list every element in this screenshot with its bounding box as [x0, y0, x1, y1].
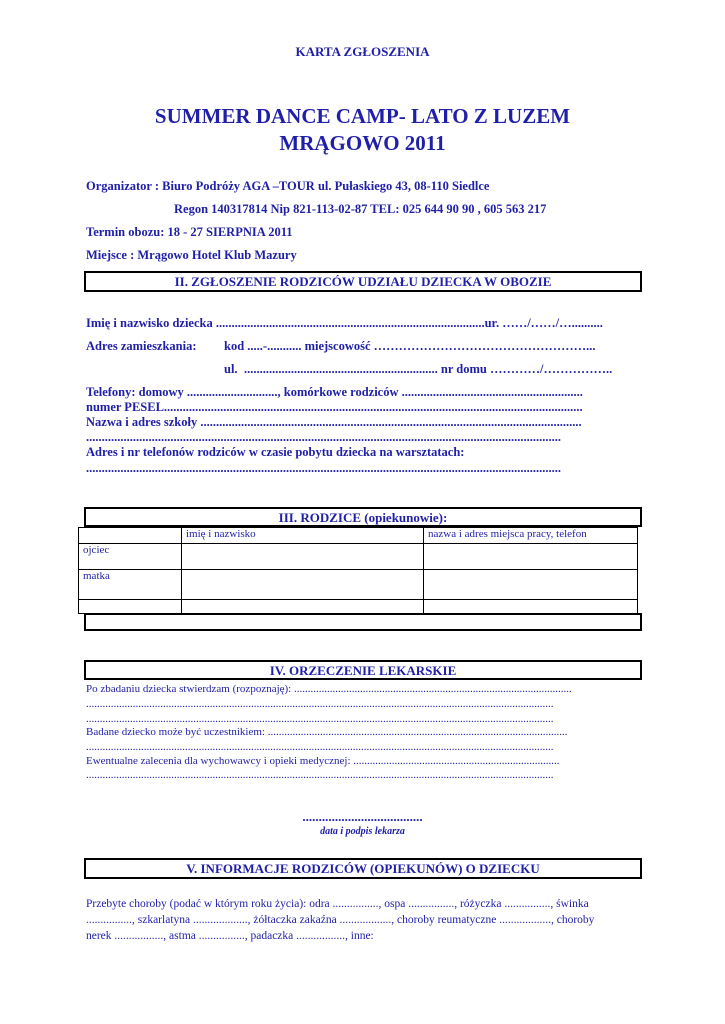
- row-mother-label: matka: [79, 570, 182, 600]
- pesel-line: numer PESEL......................................................................................................................................: [86, 400, 583, 414]
- table-row: [79, 544, 638, 570]
- section-4-header: [84, 660, 642, 680]
- street-line: .............................................................. nr domu …………/……………..: [244, 362, 613, 376]
- section-3-title: III. RODZICE (opiekunowie):: [278, 510, 448, 525]
- contact-label: Adres i nr telefonów rodziców w czasie pobytu dziecka na warsztatach:: [86, 445, 465, 459]
- mother-work-cell[interactable]: [424, 570, 638, 600]
- section-2-header: [84, 271, 642, 292]
- regon-nip-phone: Regon 140317814 Nip 821-113-02-87 TEL: 025 644 90 90 , 605 563 217: [174, 202, 547, 216]
- empty-cell: [79, 600, 182, 614]
- phones-line: Telefony: domowy ............................., komórkowe rodziców ..........................................................: [86, 385, 583, 399]
- row-father-label: ojciec: [79, 544, 182, 570]
- postal-code-line: kod .....-........... miejscowość ……………………………………………...: [224, 339, 596, 353]
- camp-title-line1: SUMMER DANCE CAMP- LATO Z LUZEM: [154, 104, 571, 128]
- diagnosis-line: Po zbadaniu dziecka stwierdzam (rozpoznaję): .....................................................................................................: [86, 683, 572, 695]
- empty-cell: [182, 600, 424, 614]
- section-4-title: IV. ORZECZENIE LEKARSKIE: [269, 663, 457, 678]
- table-row: [79, 600, 638, 614]
- mother-name-cell[interactable]: [182, 570, 424, 600]
- col-name-header: imię i nazwisko: [182, 528, 424, 544]
- parents-table: [78, 527, 638, 614]
- organizer: Organizator : Biuro Podróży AGA –TOUR ul. Pułaskiego 43, 08-110 Siedlce: [86, 179, 490, 193]
- section-3-footer-bar: [84, 613, 642, 631]
- signature-dots: .....................................: [302, 809, 423, 824]
- recommendations-line: Ewentualne zalecenia dla wychowawcy i opieki medycznej: ...........................................................................: [86, 755, 560, 767]
- table-corner-cell: [79, 528, 182, 544]
- dotted-line: ..........................................................................................................................................................................: [86, 741, 554, 753]
- col-address-header: nazwa i adres miejsca pracy, telefon: [424, 528, 638, 544]
- dotted-line: ..........................................................................................................................................................................: [86, 769, 554, 781]
- illnesses-line-2: ................, szkarlatyna ..................., żółtaczka zakaźna .................., choroby reumatyczne .................., choroby: [86, 914, 595, 926]
- section-3-header: [84, 507, 642, 527]
- camp-place: Miejsce : Mrągowo Hotel Klub Mazury: [86, 248, 297, 262]
- father-name-cell[interactable]: [182, 544, 424, 570]
- dotted-line: ..........................................................................................................................................................................: [86, 713, 554, 725]
- dotted-line: ..........................................................................................................................................................................: [86, 698, 554, 710]
- eligibility-line: Badane dziecko może być uczestnikiem: .............................................................................................................: [86, 726, 568, 738]
- illnesses-line-3: nerek ................., astma ................, padaczka ................., inne:: [86, 930, 374, 942]
- form-title: KARTA ZGŁOSZENIA: [295, 44, 430, 59]
- section-2-title: II. ZGŁOSZENIE RODZICÓW UDZIAŁU DZIECKA W OBOZIE: [174, 274, 552, 289]
- address-label: Adres zamieszkania:: [86, 339, 197, 353]
- child-name-line: Imię i nazwisko dziecka ......................................................................................ur. ……/……/…..........: [86, 316, 603, 330]
- school-line: Nazwa i adres szkoły ..........................................................................................................................: [86, 415, 582, 429]
- section-5-title: V. INFORMACJE RODZICÓW (OPIEKUNÓW) O DZIECKU: [186, 861, 540, 876]
- blank-line: ........................................................................................................................................................: [86, 430, 561, 444]
- camp-title-line2: MRĄGOWO 2011: [279, 131, 446, 155]
- signature-label: data i podpis lekarza: [320, 826, 405, 837]
- empty-cell: [424, 600, 638, 614]
- street-label: ul.: [224, 362, 238, 376]
- contact-line: ........................................................................................................................................................: [86, 461, 561, 475]
- section-5-header: [84, 858, 642, 879]
- camp-term: Termin obozu: 18 - 27 SIERPNIA 2011: [86, 225, 293, 239]
- father-work-cell[interactable]: [424, 544, 638, 570]
- table-row: [79, 570, 638, 600]
- illnesses-line-1: Przebyte choroby (podać w którym roku życia): odra ................, ospa ................, różyczka ................, świnka: [86, 898, 589, 910]
